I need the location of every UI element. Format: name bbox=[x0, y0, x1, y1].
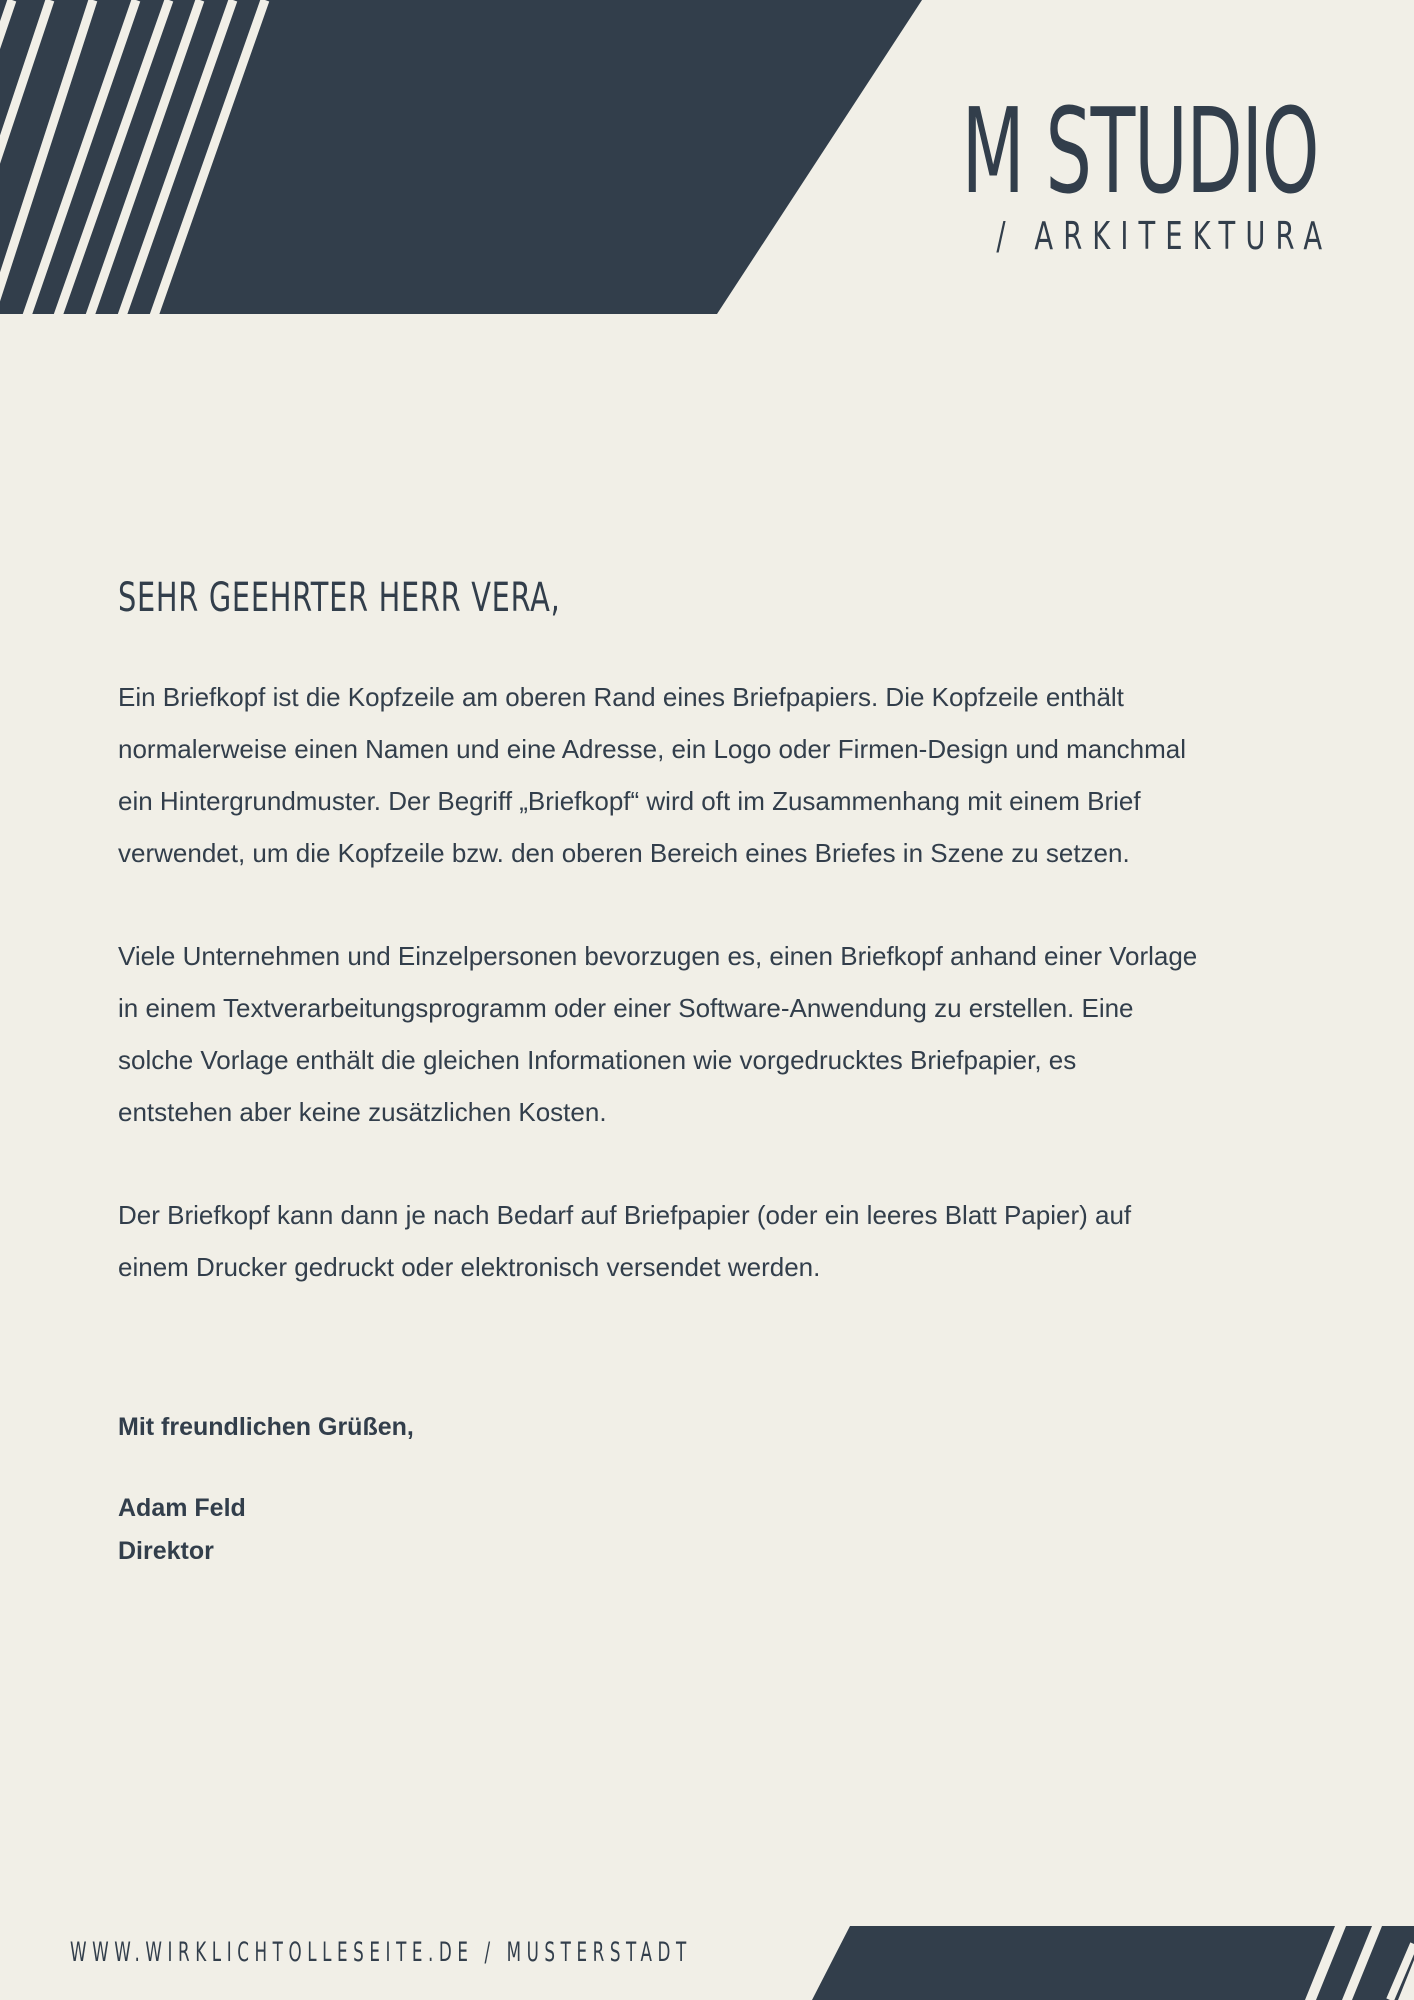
signer-title: Direktor bbox=[118, 1537, 214, 1565]
footer-decoration bbox=[0, 1920, 1414, 2000]
brand-subtitle: / ARKITEKTURA bbox=[996, 214, 1332, 258]
paragraph-2 bbox=[118, 930, 1318, 1138]
paragraph-line: Ein Briefkopf ist die Kopfzeile am oberen Rand eines Briefpapiers. Die Kopfzeile enthält bbox=[118, 682, 1124, 712]
paragraph-line: in einem Textverarbeitungsprogramm oder einer Software-Anwendung zu erstellen. Eine bbox=[118, 993, 1134, 1023]
paragraph-line: normalerweise einen Namen und eine Adresse, ein Logo oder Firmen-Design und manchmal bbox=[118, 734, 1187, 764]
signer-name: Adam Feld bbox=[118, 1494, 246, 1522]
paragraph-3 bbox=[118, 1189, 1318, 1293]
letter-body bbox=[118, 575, 1318, 1344]
paragraph-line: entstehen aber keine zusätzlichen Kosten. bbox=[118, 1097, 607, 1127]
paragraph-line: solche Vorlage enthält die gleichen Informationen wie vorgedrucktes Briefpapier, es bbox=[118, 1045, 1077, 1075]
signature-block bbox=[118, 1413, 414, 1566]
paragraph-line: Viele Unternehmen und Einzelpersonen bevorzugen es, einen Briefkopf anhand einer Vorlage bbox=[118, 941, 1198, 971]
paragraph-line: ein Hintergrundmuster. Der Begriff „Briefkopf“ wird oft im Zusammenhang mit einem Brief bbox=[118, 786, 1141, 816]
brand-title: M STUDIO bbox=[961, 82, 1318, 220]
salutation: SEHR GEEHRTER HERR VERA, bbox=[118, 575, 561, 621]
closing-greeting: Mit freundlichen Grüßen, bbox=[118, 1413, 414, 1441]
footer-website: WWW.WIRKLICHTOLLESEITE.DE / MUSTERSTADT bbox=[70, 1937, 692, 1968]
paragraph-line: einem Drucker gedruckt oder elektronisch versendet werden. bbox=[118, 1252, 821, 1282]
paragraph-line: verwendet, um die Kopfzeile bzw. den oberen Bereich eines Briefes in Szene zu setzen. bbox=[118, 838, 1130, 868]
paragraph-line: Der Briefkopf kann dann je nach Bedarf auf Briefpapier (oder ein leeres Blatt Papier) auf bbox=[118, 1200, 1132, 1230]
brand-logo bbox=[743, 82, 1332, 258]
paragraph-1 bbox=[118, 671, 1318, 879]
